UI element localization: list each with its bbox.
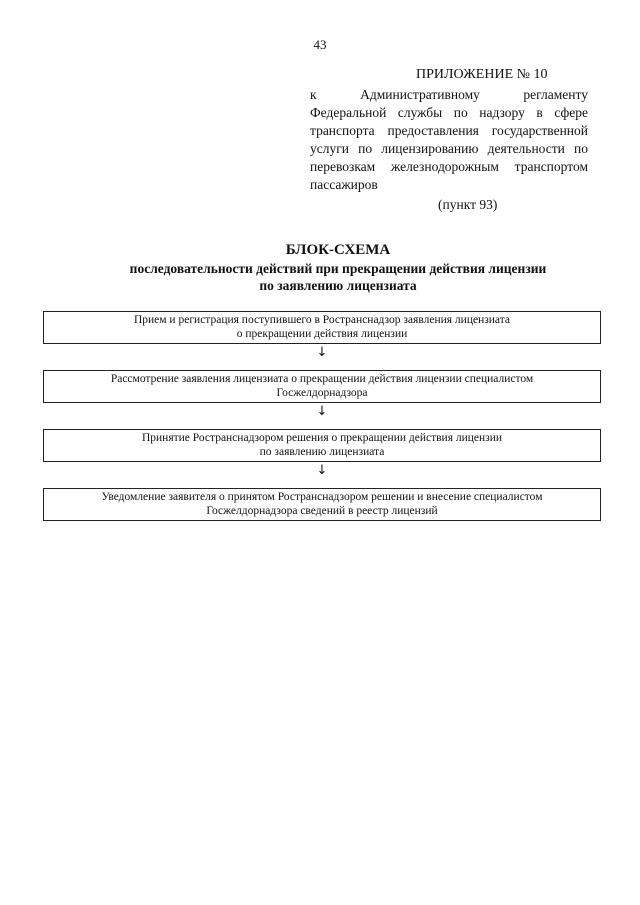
scheme-title: БЛОК-СХЕМА (285, 242, 391, 258)
down-arrow-icon: ↓ (316, 345, 328, 360)
flow-step-1-line-1: Прием и регистрация поступившего в Ространснадзор заявления лицензиата (133, 314, 511, 326)
down-arrow-icon: ↓ (316, 463, 328, 478)
appendix-title: ПРИЛОЖЕНИЕ № 10 (416, 67, 548, 82)
flow-step-1 (43, 311, 601, 344)
appendix-header (310, 66, 588, 214)
flow-step-3-line-1: Принятие Ространснадзором решения о прекращении действия лицензии (141, 432, 503, 444)
page-number: 43 (313, 37, 327, 52)
appendix-word-administrative: Административному (360, 87, 480, 102)
flow-step-4 (43, 488, 601, 521)
flow-step-4-line-1: Уведомление заявителя о принятом Ространснадзором решении и внесение специалистом (101, 491, 543, 503)
flow-step-3-line-2: по заявлению лицензиата (259, 446, 385, 458)
appendix-word-regulation: регламенту (523, 87, 588, 102)
flowchart (43, 311, 601, 521)
appendix-line-3: транспорта предоставления государственной (310, 123, 588, 138)
appendix-line-1 (310, 86, 588, 104)
appendix-line-5: перевозкам железнодорожным транспортом (310, 159, 588, 174)
appendix-point-reference: (пункт 93) (438, 197, 498, 212)
flow-step-2-line-2: Госжелдорнадзора (276, 387, 368, 399)
appendix-k-word: к (310, 87, 317, 102)
flow-step-3 (43, 429, 601, 462)
appendix-line-4: услуги по лицензированию деятельности по (310, 141, 588, 156)
scheme-subtitle (0, 260, 640, 294)
appendix-line-2: Федеральной службы по надзору в сфере (310, 105, 588, 120)
flow-step-4-line-2: Госжелдорнадзора сведений в реестр лицензий (206, 505, 438, 517)
down-arrow-icon: ↓ (316, 404, 328, 419)
scheme-subtitle-line-2: по заявлению лицензиата (259, 278, 417, 293)
scheme-subtitle-line-1: последовательности действий при прекращении действия лицензии (129, 261, 547, 276)
flow-step-2-line-1: Рассмотрение заявления лицензиата о прекращении действия лицензии специалистом (110, 373, 534, 385)
flow-step-2 (43, 370, 601, 403)
flow-step-1-line-2: о прекращении действия лицензии (236, 328, 408, 340)
appendix-line-6: пассажиров (310, 177, 378, 192)
